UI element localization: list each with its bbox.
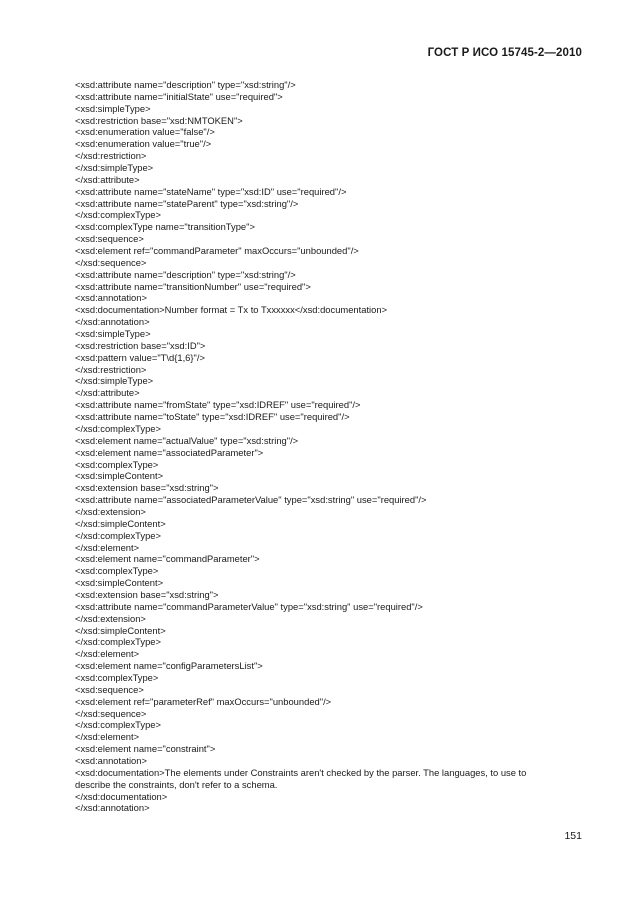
code-line: </xsd:restriction> bbox=[75, 150, 147, 162]
code-line: <xsd:element name="associatedParameter"> bbox=[75, 446, 264, 458]
code-line: <xsd:attribute name="transitionNumber" use="required"> bbox=[75, 280, 311, 292]
code-line: <xsd:enumeration value="true"/> bbox=[75, 138, 212, 150]
code-line: <xsd:annotation> bbox=[75, 754, 147, 766]
document-header: ГОСТ Р ИСО 15745-2—2010 bbox=[427, 47, 582, 59]
code-line: </xsd:extension> bbox=[75, 505, 146, 517]
code-line: <xsd:element ref="commandParameter" maxOccurs="unbounded"/> bbox=[75, 245, 359, 257]
code-line: <xsd:attribute name="description" type="xsd:string"/> bbox=[75, 79, 296, 90]
code-line: <xsd:element ref="parameterRef" maxOccurs="unbounded"/> bbox=[75, 695, 332, 707]
code-line: <xsd:pattern value="T\d{1,6}"/> bbox=[75, 351, 205, 363]
code-line: <xsd:sequence> bbox=[75, 233, 144, 245]
code-line: <xsd:complexType> bbox=[75, 458, 159, 470]
code-line: </xsd:complexType> bbox=[75, 422, 161, 434]
code-line: <xsd:annotation> bbox=[75, 292, 147, 304]
code-line: </xsd:element> bbox=[75, 648, 140, 660]
code-line: <xsd:simpleType> bbox=[75, 102, 151, 114]
code-line: </xsd:element> bbox=[75, 541, 140, 553]
code-line: </xsd:sequence> bbox=[75, 256, 147, 268]
code-line: <xsd:sequence> bbox=[75, 683, 144, 695]
xsd-code-listing bbox=[75, 79, 545, 814]
code-line: <xsd:extension base="xsd:string"> bbox=[75, 482, 219, 494]
code-line: <xsd:documentation>Number format = Tx to Txxxxxx</xsd:documentation> bbox=[75, 304, 388, 316]
code-line: <xsd:simpleType> bbox=[75, 328, 151, 340]
code-line: </xsd:documentation> bbox=[75, 790, 168, 802]
code-line: <xsd:attribute name="stateParent" type="xsd:string"/> bbox=[75, 197, 299, 209]
code-line: <xsd:element name="actualValue" type="xsd:string"/> bbox=[75, 434, 299, 446]
code-line: </xsd:complexType> bbox=[75, 636, 161, 648]
code-line: <xsd:attribute name="associatedParameterValue" type="xsd:string" use="required"/> bbox=[75, 494, 427, 506]
code-line: </xsd:element> bbox=[75, 731, 140, 743]
code-line: </xsd:simpleContent> bbox=[75, 517, 166, 529]
code-line: <xsd:complexType> bbox=[75, 565, 159, 577]
code-line: <xsd:enumeration value="false"/> bbox=[75, 126, 215, 138]
code-line: <xsd:simpleContent> bbox=[75, 577, 164, 589]
code-line: <xsd:restriction base="xsd:ID"> bbox=[75, 339, 206, 351]
code-line: <xsd:restriction base="xsd:NMTOKEN"> bbox=[75, 114, 243, 126]
code-line: <xsd:element name="constraint"> bbox=[75, 743, 216, 755]
code-line: </xsd:annotation> bbox=[75, 316, 150, 328]
code-line: <xsd:attribute name="fromState" type="xsd:IDREF" use="required"/> bbox=[75, 399, 361, 411]
page-number: 151 bbox=[564, 830, 582, 842]
code-line: <xsd:complexType> bbox=[75, 671, 159, 683]
code-line: <xsd:element name="configParametersList"> bbox=[75, 660, 263, 672]
code-line: <xsd:attribute name="initialState" use="required"> bbox=[75, 90, 283, 102]
code-line: <xsd:extension base="xsd:string"> bbox=[75, 588, 219, 600]
code-line: <xsd:attribute name="description" type="xsd:string"/> bbox=[75, 268, 296, 280]
code-line: </xsd:attribute> bbox=[75, 173, 140, 185]
code-line: </xsd:annotation> bbox=[75, 802, 150, 814]
code-line: <xsd:complexType name="transitionType"> bbox=[75, 221, 255, 233]
code-line: <xsd:simpleContent> bbox=[75, 470, 164, 482]
code-line: </xsd:simpleType> bbox=[75, 375, 154, 387]
code-line: </xsd:complexType> bbox=[75, 529, 161, 541]
code-line: </xsd:attribute> bbox=[75, 387, 140, 399]
code-line: </xsd:simpleType> bbox=[75, 162, 154, 174]
code-line: </xsd:extension> bbox=[75, 612, 146, 624]
code-line: </xsd:restriction> bbox=[75, 363, 147, 375]
code-line: <xsd:documentation>The elements under Constraints aren't checked by the parser. The languages, to use to describe the constraints, don't refer to a schema. bbox=[75, 766, 527, 790]
code-line: </xsd:sequence> bbox=[75, 707, 147, 719]
code-line: </xsd:simpleContent> bbox=[75, 624, 166, 636]
code-line: <xsd:attribute name="stateName" type="xsd:ID" use="required"/> bbox=[75, 185, 347, 197]
code-line: <xsd:attribute name="commandParameterValue" type="xsd:string" use="required"/> bbox=[75, 600, 423, 612]
code-line: <xsd:element name="commandParameter"> bbox=[75, 553, 260, 565]
code-line: </xsd:complexType> bbox=[75, 209, 161, 221]
code-line: <xsd:attribute name="toState" type="xsd:IDREF" use="required"/> bbox=[75, 411, 350, 423]
code-line: </xsd:complexType> bbox=[75, 719, 161, 731]
